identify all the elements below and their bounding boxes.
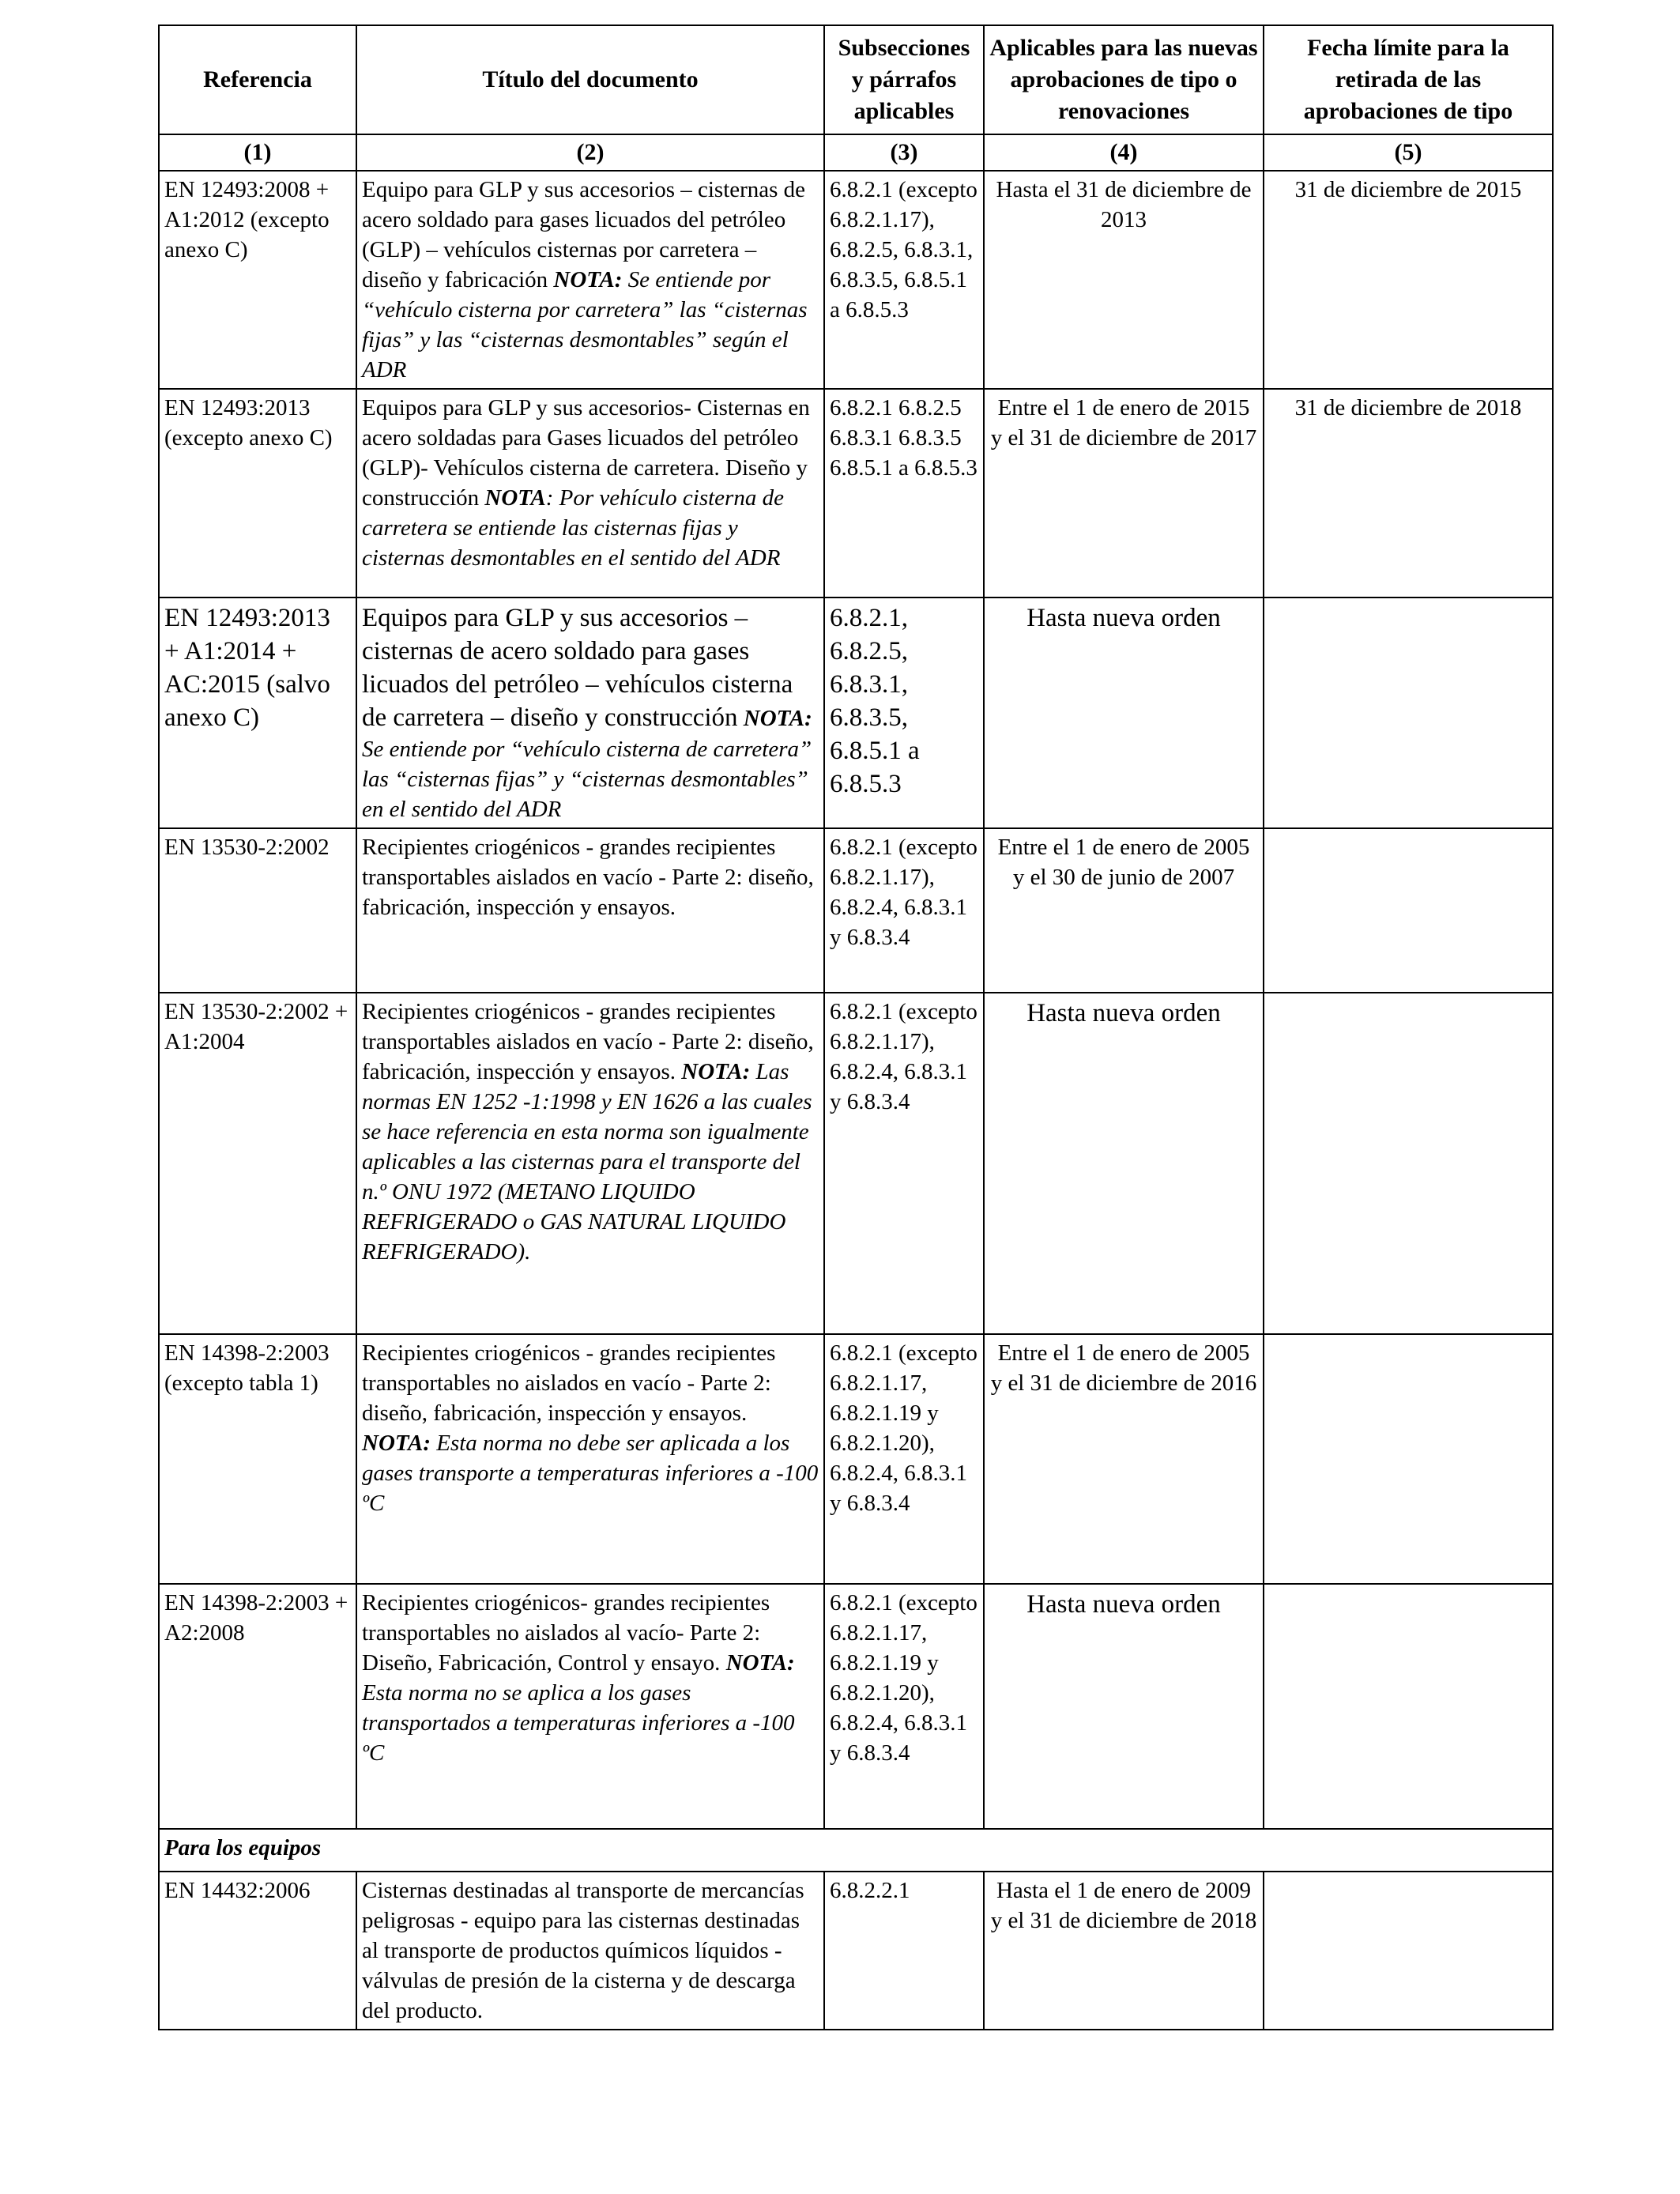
deadline-cell: 31 de diciembre de 2018 [1264, 389, 1553, 598]
column-number: (3) [824, 134, 984, 171]
title-cell [356, 1872, 824, 2030]
header-row [159, 25, 1553, 134]
title-cell [356, 1334, 824, 1584]
title-text: Recipientes criogénicos - grandes recipientes transportables no aislados en vacío - Parte 2: diseño, fabricación, inspección y ensayos. [362, 1340, 776, 1426]
column-number-row [159, 134, 1553, 171]
reference-cell: EN 12493:2008 + A1:2012 (excepto anexo C) [159, 171, 356, 389]
title-text: Equipos para GLP y sus accesorios- Cisternas en acero soldadas para Gases licuados del petróleo (GLP)- Vehículos cisterna de carretera. Diseño y construcción [362, 395, 810, 511]
subsections-cell: 6.8.2.1 (excepto 6.8.2.1.17, 6.8.2.1.19 y 6.8.2.1.20), 6.8.2.4, 6.8.3.1 y 6.8.3.4 [824, 1584, 984, 1829]
reference-cell: EN 14398-2:2003 + A2:2008 [159, 1584, 356, 1829]
applicable-cell: Hasta el 31 de diciembre de 2013 [984, 171, 1264, 389]
table-row [159, 1584, 1553, 1829]
deadline-cell [1264, 1584, 1553, 1829]
nota-label: NOTA: [743, 706, 812, 731]
deadline-cell: 31 de diciembre de 2015 [1264, 171, 1553, 389]
deadline-cell [1264, 1334, 1553, 1584]
table-row [159, 598, 1553, 828]
section-row [159, 1829, 1553, 1872]
applicable-cell: Hasta nueva orden [984, 1584, 1264, 1829]
title-text: Recipientes criogénicos - grandes recipientes transportables aislados en vacío - Parte 2: diseño, fabricación, inspección y ensayos. [362, 835, 814, 920]
column-number: (1) [159, 134, 356, 171]
title-text: Equipos para GLP y sus accesorios – cisternas de acero soldado para gases licuados del petróleo – vehículos cisterna de carretera – diseño y construcción [362, 604, 793, 732]
table-row [159, 828, 1553, 993]
reference-cell: EN 14398-2:2003 (excepto tabla 1) [159, 1334, 356, 1584]
applicable-cell: Hasta nueva orden [984, 993, 1264, 1334]
applicable-cell: Entre el 1 de enero de 2005 y el 30 de junio de 2007 [984, 828, 1264, 993]
column-number: (4) [984, 134, 1264, 171]
subsections-cell: 6.8.2.1 (excepto 6.8.2.1.17), 6.8.2.5, 6.8.3.1, 6.8.3.5, 6.8.5.1 a 6.8.5.3 [824, 171, 984, 389]
table-row [159, 389, 1553, 598]
table-row [159, 171, 1553, 389]
subsections-cell: 6.8.2.1 (excepto 6.8.2.1.17), 6.8.2.4, 6.8.3.1 y 6.8.3.4 [824, 828, 984, 993]
section-heading: Para los equipos [159, 1829, 1553, 1872]
nota-text: Esta norma no debe ser aplicada a los gases transporte a temperaturas inferiores a -100 ºC [362, 1431, 819, 1516]
standards-table [158, 25, 1554, 2030]
nota-label: NOTA: [725, 1650, 795, 1676]
title-cell [356, 389, 824, 598]
applicable-cell: Entre el 1 de enero de 2015 y el 31 de diciembre de 2017 [984, 389, 1264, 598]
subsections-cell: 6.8.2.1 (excepto 6.8.2.1.17, 6.8.2.1.19 y 6.8.2.1.20), 6.8.2.4, 6.8.3.1 y 6.8.3.4 [824, 1334, 984, 1584]
title-cell [356, 598, 824, 828]
title-text: Equipo para GLP y sus accesorios – cisternas de acero soldado para gases licuados del petróleo (GLP) – vehículos cisternas por carretera – diseño y fabricación [362, 177, 806, 292]
nota-label: NOTA: [362, 1431, 431, 1456]
table-row [159, 993, 1553, 1334]
header-titulo: Título del documento [356, 25, 824, 134]
subsections-cell: 6.8.2.1 6.8.2.5 6.8.3.1 6.8.3.5 6.8.5.1 a 6.8.5.3 [824, 389, 984, 598]
applicable-cell: Entre el 1 de enero de 2005 y el 31 de diciembre de 2016 [984, 1334, 1264, 1584]
subsections-cell: 6.8.2.1, 6.8.2.5, 6.8.3.1, 6.8.3.5, 6.8.5.1 a 6.8.5.3 [824, 598, 984, 828]
deadline-cell [1264, 993, 1553, 1334]
title-text: Cisternas destinadas al transporte de mercancías peligrosas - equipo para las cisternas destinadas al transporte de productos químicos líquidos - válvulas de presión de la cisterna y de descarga del producto. [362, 1878, 804, 2023]
nota-text: Se entiende por “vehículo cisterna de carretera” las “cisternas fijas” y “cisternas desmontables” en el sentido del ADR [362, 737, 812, 822]
table-row [159, 1334, 1553, 1584]
nota-text: Se entiende por “vehículo cisterna por carretera” las “cisternas fijas” y las “cisternas desmontables” según el ADR [362, 267, 808, 383]
nota-label: NOTA [484, 485, 546, 511]
subsections-cell: 6.8.2.2.1 [824, 1872, 984, 2030]
title-text: Recipientes criogénicos - grandes recipientes transportables aislados en vacío - Parte 2: diseño, fabricación, inspección y ensayos. [362, 999, 814, 1084]
header-referencia: Referencia [159, 25, 356, 134]
title-cell [356, 993, 824, 1334]
deadline-cell [1264, 1872, 1553, 2030]
subsections-cell: 6.8.2.1 (excepto 6.8.2.1.17), 6.8.2.4, 6.8.3.1 y 6.8.3.4 [824, 993, 984, 1334]
deadline-cell [1264, 598, 1553, 828]
reference-cell: EN 12493:2013 (excepto anexo C) [159, 389, 356, 598]
header-aplicables: Aplicables para las nuevas aprobaciones de tipo o renovaciones [984, 25, 1264, 134]
reference-cell: EN 13530-2:2002 + A1:2004 [159, 993, 356, 1334]
nota-text: : Por vehículo cisterna de carretera se entiende las cisternas fijas y cisternas desmontables en el sentido del ADR [362, 485, 784, 571]
header-subsecciones: Subsecciones y párrafos aplicables [824, 25, 984, 134]
applicable-cell: Hasta nueva orden [984, 598, 1264, 828]
reference-cell: EN 13530-2:2002 [159, 828, 356, 993]
nota-text: Las normas EN 1252 -1:1998 y EN 1626 a las cuales se hace referencia en esta norma son igualmente aplicables a las cisternas para el transporte del n.º ONU 1972 (METANO LIQUIDO REFRIGERADO o GAS NATURAL LIQUIDO REFRIGERADO). [362, 1059, 812, 1265]
table-row [159, 1872, 1553, 2030]
header-fecha-limite: Fecha límite para la retirada de las aprobaciones de tipo [1264, 25, 1553, 134]
column-number: (2) [356, 134, 824, 171]
reference-cell: EN 14432:2006 [159, 1872, 356, 2030]
title-cell [356, 1584, 824, 1829]
title-cell [356, 171, 824, 389]
nota-label: NOTA: [553, 267, 623, 292]
reference-cell: EN 12493:2013 + A1:2014 + AC:2015 (salvo anexo C) [159, 598, 356, 828]
applicable-cell: Hasta el 1 de enero de 2009 y el 31 de diciembre de 2018 [984, 1872, 1264, 2030]
title-text: Recipientes criogénicos- grandes recipientes transportables no aislados al vacío- Parte 2: Diseño, Fabricación, Control y ensayo. [362, 1590, 770, 1676]
nota-text: Esta norma no se aplica a los gases transportados a temperaturas inferiores a -100 ºC [362, 1680, 795, 1766]
title-cell [356, 828, 824, 993]
column-number: (5) [1264, 134, 1553, 171]
nota-label: NOTA: [681, 1059, 751, 1084]
deadline-cell [1264, 828, 1553, 993]
